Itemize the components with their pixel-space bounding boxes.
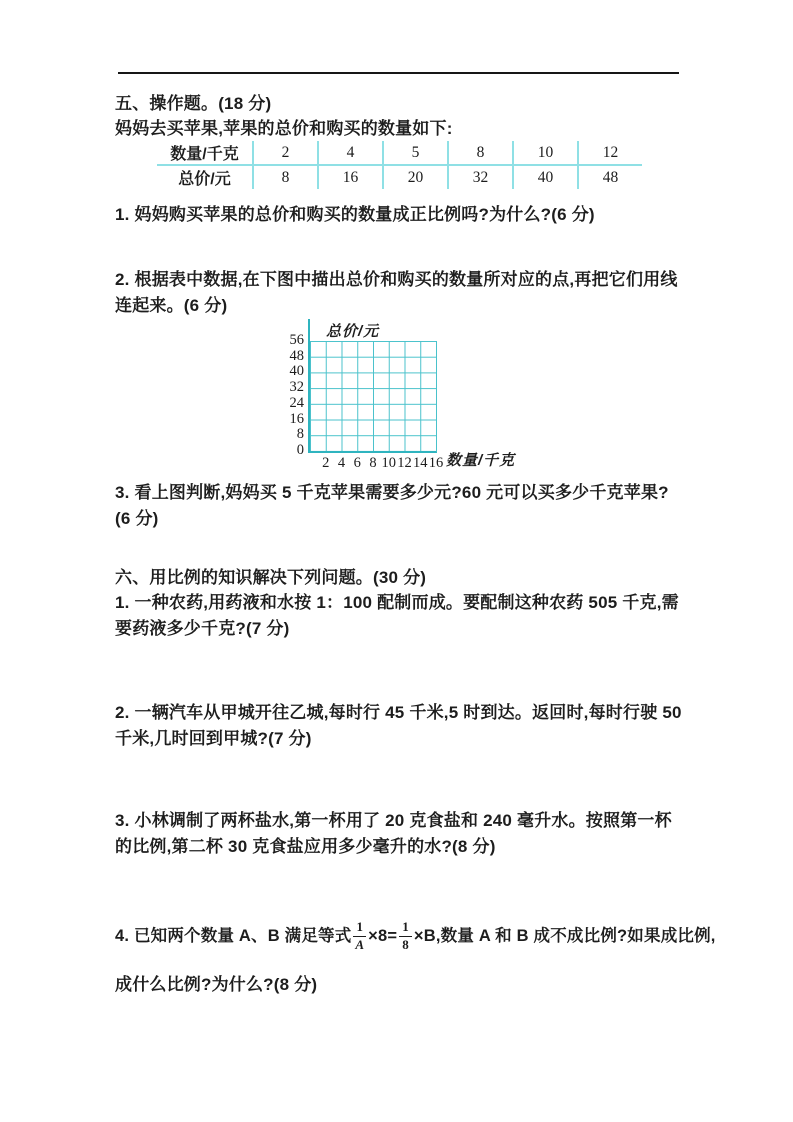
table-cell: 2 (253, 141, 318, 165)
row-label-price: 总价/元 (178, 171, 231, 188)
x-tick-label: 14 (413, 455, 428, 471)
table-cell: 10 (513, 141, 578, 165)
fraction-denominator: A (355, 936, 365, 952)
table-cell: 40 (513, 165, 578, 189)
table-cell: 5 (383, 141, 448, 165)
row-label-quantity: 数量/千克 (157, 141, 253, 165)
q4-prefix: 4. 已知两个数量 A、B 满足等式 (115, 927, 352, 946)
y-tick-label: 24 (289, 394, 304, 411)
y-tick-label: 32 (289, 379, 304, 396)
fraction-1-over-8 (399, 920, 412, 953)
question-6-4-line1 (115, 919, 716, 953)
y-tick-label: 48 (289, 347, 304, 364)
section-six-heading: 六、用比例的知识解决下列问题。(30 分) (115, 568, 427, 587)
header-divider (118, 72, 679, 74)
plot-grid (289, 332, 444, 471)
q4-mid: ×8= (368, 927, 398, 946)
table-cell: 4 (318, 141, 383, 165)
table-cell: 16 (318, 165, 383, 189)
section-five-heading: 五、操作题。(18 分) (115, 94, 272, 113)
y-tick-label: 40 (289, 363, 304, 380)
table-row-price (157, 165, 642, 189)
x-tick-label: 16 (428, 455, 444, 471)
question-5-2: 2. 根据表中数据,在下图中描出总价和购买的数量所对应的点,再把它们用线连起来。(6 分) (115, 270, 678, 315)
q4-suffix: ×B,数量 A 和 B 成不成比例?如果成比例, (413, 927, 716, 946)
fraction-numerator: 1 (353, 920, 366, 937)
y-tick-label: 56 (289, 332, 304, 348)
x-tick-label: 8 (369, 455, 377, 471)
question-5-3: 3. 看上图判断,妈妈买 5 千克苹果需要多少元?60 元可以买多少千克苹果?(6 分) (115, 483, 669, 528)
table-row-quantity (157, 141, 642, 165)
table-cell: 48 (578, 165, 642, 189)
y-tick-label: 8 (296, 426, 304, 443)
price-quantity-table (157, 141, 642, 189)
x-tick-label: 4 (337, 455, 346, 471)
table-cell: 32 (448, 165, 513, 189)
fraction-1-over-A (353, 920, 366, 953)
table-cell: 8 (448, 141, 513, 165)
fraction-denominator: 8 (402, 936, 409, 952)
x-tick-label: 6 (353, 455, 361, 471)
x-axis-label: 数量/千克 (446, 452, 516, 469)
y-axis-line (308, 319, 310, 341)
question-6-3: 3. 小林调制了两杯盐水,第一杯用了 20 克食盐和 240 毫升水。按照第一杯的比例,第二杯 30 克食盐应用多少毫升的水?(8 分) (115, 811, 672, 856)
question-6-1: 1. 一种农药,用药液和水按 1：100 配制而成。要配制这种农药 505 千克,需要药液多少千克?(7 分) (115, 593, 679, 638)
x-tick-label: 2 (322, 455, 330, 471)
table-cell: 8 (253, 165, 318, 189)
fraction-numerator: 1 (399, 920, 412, 937)
question-5-1: 1. 妈妈购买苹果的总价和购买的数量成正比例吗?为什么?(6 分) (115, 205, 595, 224)
section-five-intro: 妈妈去买苹果,苹果的总价和购买的数量如下: (115, 119, 453, 138)
x-tick-label: 12 (397, 455, 412, 471)
question-6-2: 2. 一辆汽车从甲城开往乙城,每时行 45 千米,5 时到达。返回时,每时行驶 50 千米,几时回到甲城?(7 分) (115, 703, 682, 748)
y-tick-label: 0 (296, 442, 304, 458)
y-tick-label: 16 (289, 410, 304, 427)
question-6-4-line2: 成什么比例?为什么?(8 分) (115, 975, 318, 994)
y-axis-label: 总价/元 (326, 323, 380, 340)
x-tick-label: 10 (381, 455, 396, 471)
table-cell: 20 (383, 165, 448, 189)
coordinate-plot (289, 319, 608, 479)
table-cell: 12 (578, 141, 642, 165)
